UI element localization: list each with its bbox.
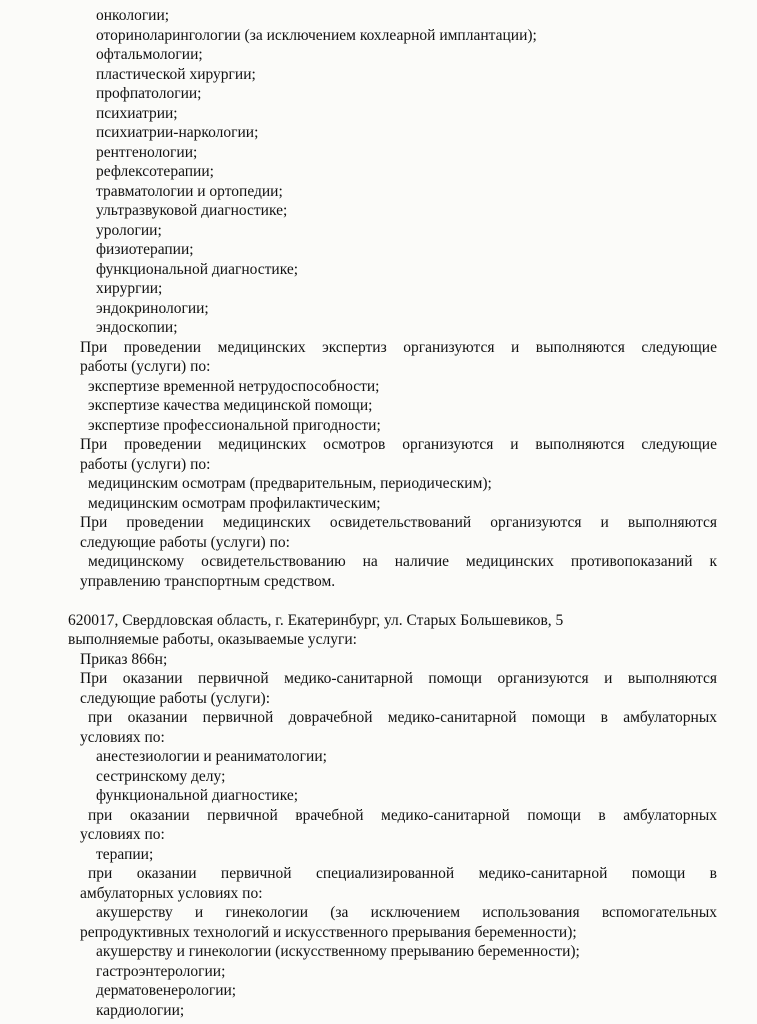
text-line: профпатологии;	[96, 85, 202, 102]
text-line: сестринскому делу;	[96, 767, 226, 785]
text-line: анестезиологии и реаниматологии;	[96, 748, 327, 765]
text-line: При проведении медицинских экспертиз организуются и выполняются следующие	[80, 338, 717, 356]
text-line: дерматовенерологии;	[96, 982, 237, 999]
text-line: репродуктивных технологий и искусственного прерывания беременности);	[80, 923, 577, 941]
text-line: следующие работы (услуги):	[80, 689, 271, 707]
text-line: медицинскому освидетельствованию на наличие медицинских противопоказаний к	[88, 553, 717, 570]
text-line: при оказании первичной врачебной медико-санитарной помощи в амбулаторных	[88, 806, 717, 824]
text-line: выполняемые работы, оказываемые услуги:	[68, 631, 357, 648]
text-line: хирургии;	[96, 280, 163, 297]
text-line: следующие работы (услуги) по:	[80, 533, 290, 551]
text-line: экспертизе временной нетрудоспособности;	[88, 377, 380, 395]
text-line: психиатрии;	[96, 104, 178, 122]
text-line: пластической хирургии;	[96, 65, 256, 83]
text-line: условиях по:	[80, 728, 165, 746]
text-line: Приказ 866н;	[80, 650, 168, 668]
text-line: кардиологии;	[96, 1001, 185, 1019]
text-line: медицинским осмотрам (предварительным, периодическим);	[88, 475, 492, 492]
text-line: 620017, Свердловская область, г. Екатеринбург, ул. Старых Большевиков, 5	[68, 611, 564, 629]
text-line: гастроэнтерологии;	[96, 962, 226, 980]
text-line: управлению транспортным средством.	[80, 572, 336, 590]
text-line: при оказании первичной доврачебной медико-санитарной помощи в амбулаторных	[88, 709, 717, 726]
text-line: урологии;	[96, 221, 162, 239]
text-line: при оказании первичной специализированной медико-санитарной помощи в	[88, 865, 717, 882]
text-line: терапии;	[96, 845, 154, 863]
text-line: работы (услуги) по:	[80, 358, 211, 375]
text-line: офтальмологии;	[96, 46, 203, 63]
text-line: акушерству и гинекологии (искусственному прерыванию беременности);	[96, 943, 580, 960]
text-line: медицинским осмотрам профилактическим;	[88, 494, 381, 512]
text-line: экспертизе профессиональной пригодности;	[88, 416, 381, 434]
text-line: эндоскопии;	[96, 319, 178, 336]
text-line: При оказании первичной медико-санитарной помощи организуются и выполняются	[80, 670, 717, 687]
text-line: травматологии и ортопедии;	[96, 182, 283, 200]
text-line: оториноларингологии (за исключением кохлеарной имплантации);	[96, 26, 537, 44]
text-line: рентгенологии;	[96, 143, 198, 161]
text-line: физиотерапии;	[96, 241, 194, 258]
text-line: работы (услуги) по:	[80, 455, 211, 473]
text-line: психиатрии-наркологии;	[96, 124, 259, 141]
text-line: эндокринологии;	[96, 299, 209, 317]
text-line: функциональной диагностике;	[96, 787, 299, 804]
text-line: экспертизе качества медицинской помощи;	[88, 397, 373, 414]
text-line: онкологии;	[96, 7, 170, 24]
text-line: ультразвуковой диагностике;	[96, 202, 288, 219]
text-line: При проведении медицинских освидетельствований организуются и выполняются	[80, 514, 717, 531]
text-line: акушерству и гинекологии (за исключением использования вспомогательных	[96, 904, 717, 921]
text-line: функциональной диагностике;	[96, 260, 299, 278]
text-line: При проведении медицинских осмотров организуются и выполняются следующие	[80, 436, 717, 453]
text-line: условиях по:	[80, 826, 165, 843]
text-line: амбулаторных условиях по:	[80, 884, 263, 902]
text-line: рефлексотерапии;	[96, 163, 214, 180]
